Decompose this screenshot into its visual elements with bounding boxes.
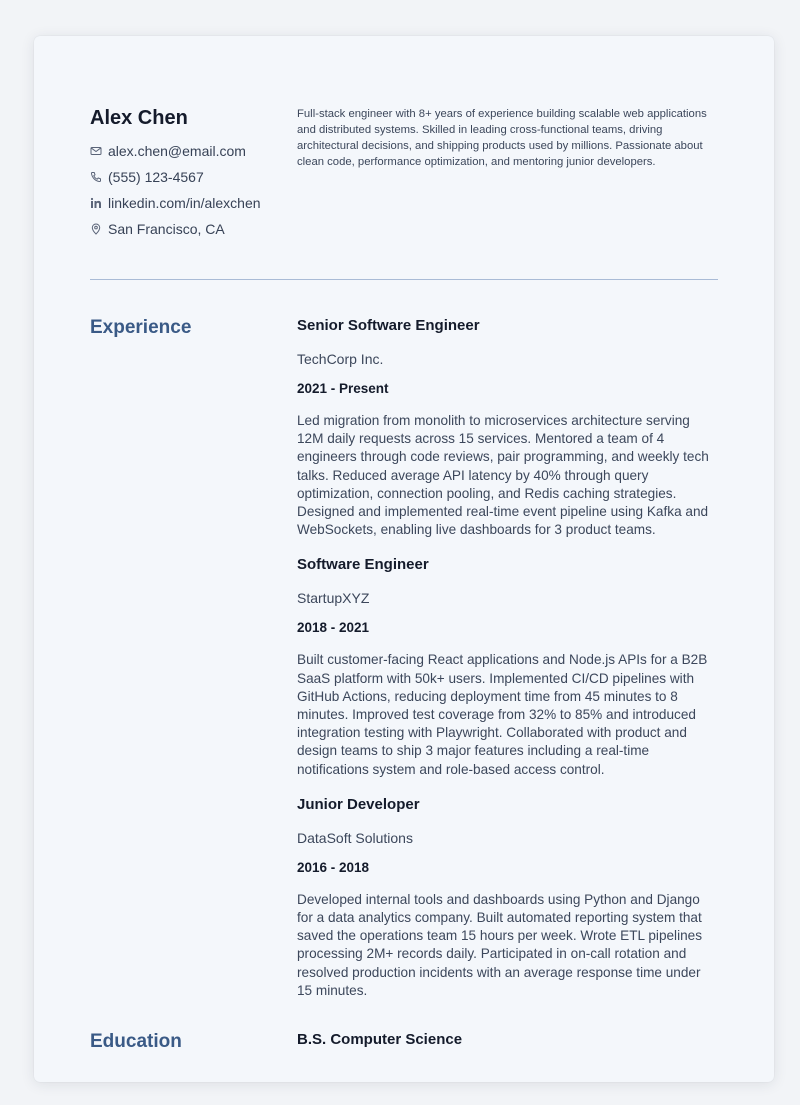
- job-entry: [297, 316, 718, 539]
- phone-text: (555) 123-4567: [108, 169, 204, 185]
- contact-list: [90, 138, 290, 242]
- company-name: DataSoft Solutions: [297, 829, 413, 846]
- location-pin-icon: [90, 223, 102, 235]
- job-entry: [297, 555, 718, 778]
- linkedin-icon: [90, 197, 102, 209]
- resume-content: [90, 106, 718, 1053]
- company-name: StartupXYZ: [297, 590, 370, 607]
- contact-linkedin: [90, 190, 290, 216]
- job-dates: 2016 - 2018: [297, 859, 370, 875]
- experience-heading: Experience: [90, 317, 192, 338]
- phone-icon: [90, 171, 102, 183]
- email-text: alex.chen@email.com: [108, 143, 246, 159]
- job-description: Developed internal tools and dashboards using Python and Django for a data analytics company. Built automated reporting system that saved the operations team 15 hours per week. Wrote ETL pipelines processing 2M+ records daily. Participated in on-call rotation and resolved production incidents with an average response time under 15 minutes.: [297, 891, 703, 998]
- contact-email: [90, 138, 290, 164]
- header-divider: [90, 279, 718, 280]
- degree-title: B.S. Computer Science: [297, 1031, 463, 1049]
- job-dates: 2018 - 2021: [297, 620, 370, 636]
- job-description: Built customer-facing React applications and Node.js APIs for a B2B SaaS platform with 50k+ users. Implemented CI/CD pipelines with GitHub Actions, reducing deployment time from 45 minutes to 8 minutes. Improved test coverage from 32% to 85% and introduced integration testing with Playwright. Collaborated with product and design teams to ship 3 major features including a real-time notifications system and role-based access control.: [297, 652, 708, 777]
- job-title: Junior Developer: [297, 795, 420, 813]
- contact-phone: [90, 164, 290, 190]
- education-heading: Education: [90, 1031, 182, 1053]
- contact-location: [90, 216, 290, 242]
- experience-section: [90, 316, 718, 1000]
- experience-list: [297, 316, 718, 1000]
- mail-icon: [90, 145, 102, 157]
- education-section: [90, 1030, 718, 1053]
- resume-page: [34, 36, 774, 1082]
- candidate-name: Alex Chen: [90, 107, 188, 129]
- contact-column: [90, 106, 290, 242]
- job-entry: [297, 795, 718, 1000]
- job-title: Software Engineer: [297, 556, 429, 574]
- professional-summary: Full-stack engineer with 8+ years of experience building scalable web applications and distributed systems. Skilled in leading cross-functional teams, driving architectural decisions, and shipping products used by millions. Passionate about clean code, performance optimization, and mentoring junior developers.: [297, 108, 707, 168]
- education-list: [297, 1030, 718, 1050]
- location-text: San Francisco, CA: [108, 221, 225, 237]
- job-description: Led migration from monolith to microservices architecture serving 12M daily requests across 15 services. Mentored a team of 4 engineers through code reviews, pair programming, and weekly tech talks. Reduced average API latency by 40% through query optimization, connection pooling, and Redis caching strategies. Designed and implemented real-time event pipeline using Kafka and WebSockets, enabling live dashboards for 3 product teams.: [297, 413, 709, 538]
- linkedin-text: linkedin.com/in/alexchen: [108, 195, 261, 211]
- job-dates: 2021 - Present: [297, 381, 389, 396]
- job-title: Senior Software Engineer: [297, 317, 480, 334]
- company-name: TechCorp Inc.: [297, 351, 384, 367]
- resume-header: [90, 106, 718, 279]
